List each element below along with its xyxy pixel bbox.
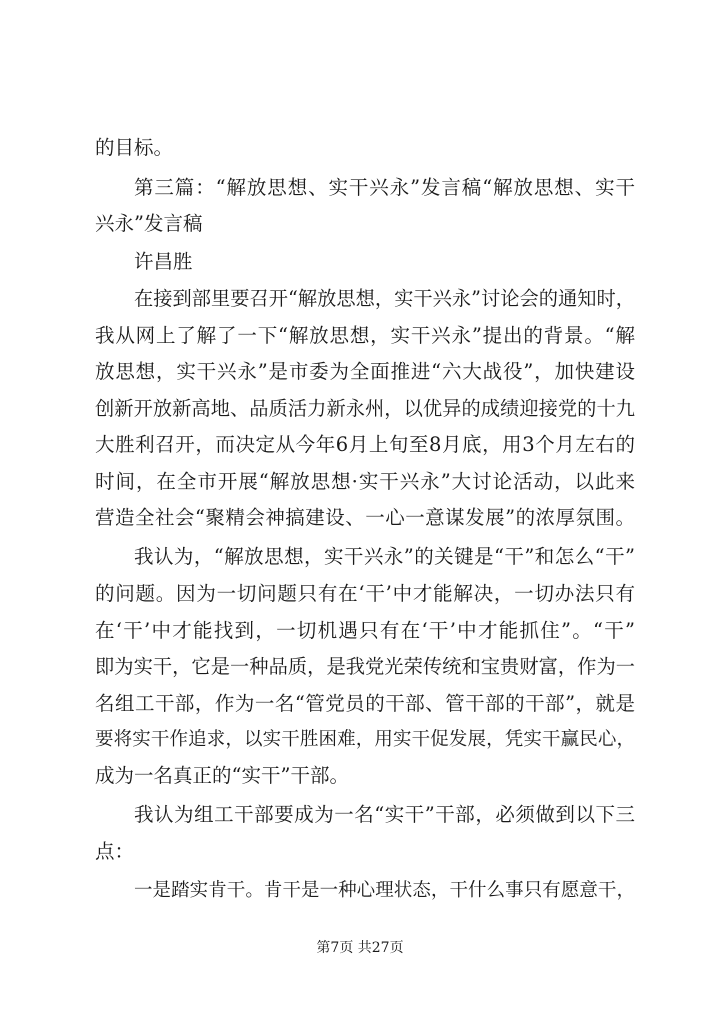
page-number-footer: 第7页 共27页 xyxy=(316,940,404,956)
text-line: 即为实干，它是一种品质，是我党光荣传统和宝贵财富，作为一 xyxy=(95,655,635,678)
text-line: 点： xyxy=(95,840,135,863)
text-line: 成为一名真正的“实干”干部。 xyxy=(95,764,349,787)
text-line: 兴永”发言稿 xyxy=(95,212,203,235)
text-line: 创新开放新高地、品质活力新永州，以优异的成绩迎接党的十九 xyxy=(95,397,635,420)
text-line: 的目标。 xyxy=(95,136,174,159)
text-line: 要将实干作追求，以实干胜困难，用实干促发展，凭实干赢民心， xyxy=(95,729,635,750)
text-line: 大胜利召开，而决定从今年6月上旬至8月底，用3个月左右的 xyxy=(95,433,635,456)
text-line: 在‘干’中才能找到，一切机遇只有在‘干’中才能抓住”。“干” xyxy=(95,619,635,642)
text-line: 我认为组工干部要成为一名“实干”干部，必须做到以下三 xyxy=(134,803,635,826)
text-line: 我从网上了解了一下“解放思想，实干兴永”提出的背景。“解 xyxy=(95,324,635,347)
text-line: 在接到部里要召开“解放思想，实干兴永”讨论会的通知时， xyxy=(134,287,635,310)
text-line: 营造全社会“聚精会神搞建设、一心一意谋发展”的浓厚氛围。 xyxy=(95,506,635,529)
text-line: 我认为，“解放思想，实干兴永”的关键是“干”和怎么“干” xyxy=(134,545,635,568)
author-line: 许昌胜 xyxy=(134,250,193,273)
text-line: 第三篇：“解放思想、实干兴永”发言稿“解放思想、实干 xyxy=(134,176,635,199)
text-line: 名组工干部，作为一名“管党员的干部、管干部的干部”，就是 xyxy=(95,692,635,715)
text-line: 放思想，实干兴永”是市委为全面推进“六大战役”，加快建设 xyxy=(95,360,635,383)
text-line: 时间，在全市开展“解放思想·实干兴永”大讨论活动，以此来 xyxy=(95,470,635,493)
text-line: 一是踏实肯干。肯干是一种心理状态，干什么事只有愿意干， xyxy=(134,880,635,901)
text-line: 的问题。因为一切问题只有在‘干’中才能解决，一切办法只有 xyxy=(95,582,635,605)
